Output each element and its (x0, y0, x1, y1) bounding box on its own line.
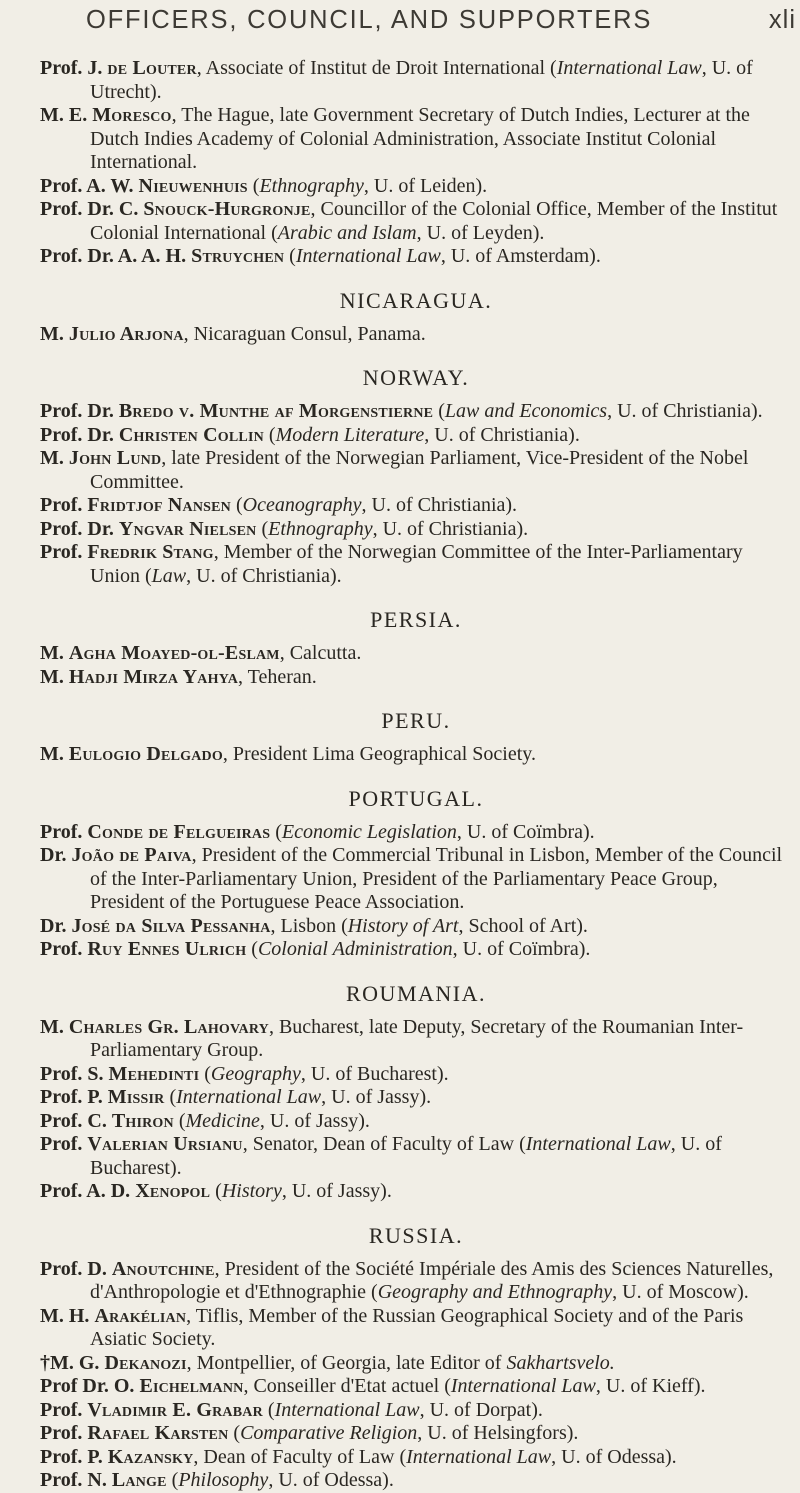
entry-subject: Geography (210, 1062, 301, 1085)
member-entry (40, 1375, 792, 1399)
entry-name: Charles Gr. Lahovary (68, 1015, 269, 1038)
entry-text: , Member of the Norwegian Committee of the Inter-Parliamentary Union ( (90, 541, 743, 587)
entry-name: Yngvar Nielsen (118, 517, 257, 540)
entry-text: , The Hague, late Government Secretary of Dutch Indies, Lecturer at the Dutch Indies Academy of Colonial Administration, Associate Institut Colonial International. (90, 104, 750, 173)
entry-title: Prof. P. (40, 1445, 108, 1468)
member-entry (40, 57, 792, 104)
entry-text: ( (173, 1109, 186, 1132)
entry-subject: International Law (406, 1445, 552, 1468)
entry-text: ( (210, 1180, 222, 1202)
entry-title: Prof. (40, 541, 88, 563)
member-entry (40, 1422, 792, 1446)
entry-title: M. (40, 322, 69, 345)
member-entry (40, 175, 792, 199)
entry-name: Agha Moayed-ol-Eslam (68, 642, 280, 664)
member-entry (40, 1446, 792, 1470)
entry-title: Prof. C. (40, 1109, 112, 1132)
entry-name: Arakélian (94, 1304, 187, 1327)
entry-subject: Modern Literature (275, 423, 425, 446)
entry-name: Moresco (92, 104, 172, 126)
entry-affiliation: , U. of Christiania). (361, 494, 518, 516)
entry-name: Conde de Felgueiras (87, 820, 271, 843)
entry-text: , President of the Société Impériale des Amis des Sciences Naturelles, d'Anthropologie et d'Ethnographie ( (90, 1257, 774, 1303)
entry-subject: History of Art (347, 914, 459, 937)
entry-text: , Bucharest, late Deputy, Secretary of the Roumanian Inter-Parliamentary Group. (90, 1015, 744, 1061)
member-entry (40, 844, 792, 915)
member-entry (40, 938, 792, 962)
entry-title: Prof. N. (40, 1469, 112, 1491)
entry-title: Prof. (40, 1422, 88, 1444)
entry-subject: International Law (295, 245, 441, 267)
entry-text: , President Lima Geographical Society. (222, 743, 536, 765)
entry-title: Prof. Dr. (40, 400, 119, 422)
entry-text: ( (246, 938, 258, 960)
entry-name: Fridtjof Nansen (87, 494, 231, 516)
entry-name: Bredo v. Munthe af Morgenstierne (118, 400, 434, 422)
entry-subject: International Law (176, 1086, 322, 1108)
entry-name: Kazansky (107, 1445, 194, 1468)
entry-name: Rafael Karsten (87, 1422, 229, 1444)
entry-name: Ruy Ennes Ulrich (87, 938, 247, 960)
entry-affiliation: , U. of Leyden). (416, 221, 545, 244)
entry-text: ( (228, 1422, 241, 1444)
entry-affiliation: , U. of Kieff). (595, 1375, 706, 1397)
entry-title: Prof. P. (40, 1086, 108, 1108)
entry-text: , Lisbon ( (270, 914, 348, 937)
entry-text: , Teheran. (238, 665, 317, 688)
entry-subject: Law (151, 564, 187, 587)
member-entry (40, 642, 792, 666)
entry-subject: Arabic and Islam (277, 221, 417, 244)
entry-affiliation: , U. of Utrecht). (90, 57, 753, 103)
entry-subject: International Law (450, 1375, 596, 1397)
entry-subject: Economic Legislation (281, 820, 457, 843)
entry-subject: International Law (525, 1133, 671, 1155)
entry-name: João de Paiva (71, 844, 192, 866)
member-entry (40, 1180, 792, 1204)
entry-text: ( (263, 423, 276, 446)
member-entry (40, 518, 792, 542)
entry-name: de Louter (107, 57, 197, 79)
country-heading: PERSIA. (370, 607, 462, 632)
entry-text: , Nicaraguan Consul, Panama. (183, 322, 426, 345)
member-entry (40, 743, 792, 767)
entry-name: Mehedinti (108, 1062, 200, 1085)
entry-title: M. (40, 447, 69, 469)
entry-name: Eulogio Delgado (68, 743, 223, 765)
country-heading: PORTUGAL. (348, 785, 484, 811)
member-entry (40, 666, 792, 690)
entry-affiliation: , U. of Christiania). (607, 400, 763, 422)
member-entry (40, 424, 792, 448)
entry-title: Prof. (40, 820, 88, 843)
entry-name: Xenopol (135, 1180, 211, 1202)
entry-text: ( (247, 174, 260, 197)
member-entry (40, 1469, 792, 1493)
entry-title: †M. G. (40, 1351, 105, 1374)
entry-text: , Senator, Dean of Faculty of Law ( (242, 1133, 526, 1155)
entry-name: Struychen (191, 245, 285, 267)
entry-title: Prof. Dr. (40, 423, 119, 446)
entry-name: Valerian Ursianu (87, 1133, 243, 1155)
entry-affiliation: , U. of Bucharest). (300, 1062, 449, 1085)
member-entry (40, 1110, 792, 1134)
entry-title: Prof. (40, 1133, 88, 1155)
member-entry (40, 1399, 792, 1423)
entry-subject: Colonial Administration (257, 938, 453, 960)
entry-affiliation: , U. of Christiania). (424, 423, 580, 446)
member-entry (40, 1305, 792, 1352)
entry-affiliation: , U. of Coïmbra). (456, 820, 595, 843)
entry-subject: Law and Economics (444, 400, 608, 422)
entry-text: ( (433, 400, 445, 422)
entry-text: , Conseiller d'Etat actuel ( (243, 1375, 451, 1397)
entry-subject: Oceanography (242, 494, 362, 516)
entry-name: Missir (107, 1086, 165, 1108)
entry-affiliation: , U. of Bucharest). (90, 1133, 722, 1179)
member-entry (40, 1133, 792, 1180)
entry-affiliation: , U. of Odessa). (268, 1469, 394, 1491)
entry-title: M. (40, 642, 69, 664)
entry-affiliation: , U. of Moscow). (612, 1281, 749, 1303)
entry-title: Prof. J. (40, 57, 108, 79)
entry-affiliation: , U. of Christiania). (372, 517, 529, 540)
entry-name: Snouck-Hurgronje (143, 198, 311, 220)
entry-affiliation: , U. of Jassy). (281, 1180, 392, 1202)
entry-text: , President of the Commercial Tribunal in Lisbon, Member of the Council of the Inter-Parliamentary Union, President of the Parliamentary Peace Group, President of the Portuguese Peace Association. (90, 844, 783, 913)
entry-subject: Comparative Religion (240, 1422, 418, 1444)
member-entry (40, 323, 792, 347)
entry-title: M. (40, 1015, 69, 1038)
entry-text: , Dean of Faculty of Law ( (193, 1445, 407, 1468)
entry-text: ( (256, 517, 269, 540)
page-content (40, 57, 792, 1493)
entry-subject: Sakhartsvelo. (506, 1351, 615, 1374)
entry-name: Eichelmann (139, 1375, 244, 1397)
entry-subject: Ethnography (268, 517, 373, 540)
member-entry (40, 915, 792, 939)
entry-affiliation: , U. of Helsingfors). (417, 1422, 579, 1444)
entry-affiliation: , U. of Amsterdam). (440, 245, 601, 267)
member-entry (40, 1352, 792, 1376)
country-heading: NORWAY. (362, 365, 470, 390)
entry-subject: Philosophy (178, 1469, 269, 1491)
entry-name: Hadji Mirza Yahya (68, 665, 239, 688)
entry-subject: Geography and Ethnography (377, 1281, 613, 1303)
country-heading: NICARAGUA. (339, 287, 493, 313)
entry-text: ( (199, 1062, 211, 1085)
entry-title: M. (40, 665, 69, 688)
page-number: xli (768, 6, 796, 34)
entry-affiliation: , U. of Christiania). (186, 564, 342, 587)
entry-title: Prof Dr. O. (40, 1375, 140, 1397)
entry-name: Nieuwenhuis (138, 174, 248, 197)
running-head: OFFICERS, COUNCIL, AND SUPPORTERS (86, 6, 653, 34)
entry-title: Dr. (40, 844, 72, 866)
member-entry (40, 1016, 792, 1063)
member-entry (40, 245, 792, 269)
entry-title: Prof. S. (40, 1062, 109, 1085)
entry-affiliation: , U. of Dorpat). (419, 1398, 543, 1421)
entry-title: Prof. (40, 938, 88, 960)
country-heading: RUSSIA. (368, 1222, 464, 1248)
entry-text: ( (230, 494, 243, 516)
entry-text: , Montpellier, of Georgia, late Editor of (186, 1351, 507, 1374)
entry-text: , Tiflis, Member of the Russian Geographical Society and of the Paris Asiatic Society. (90, 1304, 744, 1350)
entry-name: Julio Arjona (68, 322, 184, 345)
entry-name: Anoutchine (111, 1257, 215, 1280)
entry-title: Dr. (40, 914, 72, 937)
member-entry (40, 821, 792, 845)
entry-text: , Associate of Institut de Droit International ( (196, 57, 557, 79)
entry-title: M. (40, 743, 69, 765)
entry-title: M. H. (40, 1304, 95, 1327)
member-entry (40, 1063, 792, 1087)
member-entry (40, 400, 792, 424)
entry-name: Dekanozi (104, 1351, 187, 1374)
entry-text: ( (166, 1469, 179, 1491)
entry-name: Fredrik Stang (87, 541, 214, 563)
entry-title: Prof. Dr. A. A. H. (40, 245, 192, 267)
member-entry (40, 447, 792, 494)
entry-name: José da Silva Pessanha (71, 914, 271, 937)
entry-title: Prof. D. (40, 1257, 112, 1280)
entry-subject: History (221, 1180, 282, 1202)
member-entry (40, 1258, 792, 1305)
member-entry (40, 541, 792, 588)
entry-subject: International Law (556, 57, 702, 79)
entry-title: Prof. (40, 1398, 88, 1421)
page-header (86, 6, 796, 46)
member-entry (40, 1086, 792, 1110)
entry-name: Christen Collin (118, 423, 264, 446)
entry-affiliation: , U. of Jassy). (321, 1086, 432, 1108)
entry-title: Prof. Dr. C. (40, 198, 144, 220)
entry-name: John Lund (68, 447, 162, 469)
member-entry (40, 494, 792, 518)
member-entry (40, 198, 792, 245)
entry-affiliation: , U. of Coïmbra). (452, 938, 591, 960)
entry-title: Prof. A. D. (40, 1180, 136, 1202)
entry-text: , Calcutta. (279, 642, 362, 664)
entry-subject: International Law (274, 1398, 420, 1421)
entry-name: Thiron (111, 1109, 174, 1132)
entry-text: ( (164, 1086, 177, 1108)
entry-subject: Medicine (185, 1109, 260, 1132)
country-heading: ROUMANIA. (346, 980, 486, 1006)
entry-title: Prof. (40, 494, 88, 516)
entry-title: Prof. A. W. (40, 174, 139, 197)
member-entry (40, 104, 792, 175)
entry-name: Vladimir E. Grabar (87, 1398, 263, 1421)
entry-name: Lange (111, 1469, 167, 1491)
entry-text: ( (284, 245, 296, 267)
entry-subject: Ethnography (259, 174, 364, 197)
entry-affiliation: , U. of Jassy). (259, 1109, 370, 1132)
entry-text: , late President of the Norwegian Parliament, Vice-President of the Nobel Committee. (90, 447, 749, 493)
entry-text: ( (262, 1398, 275, 1421)
entry-affiliation: , U. of Odessa). (551, 1445, 677, 1468)
country-heading: PERU. (381, 708, 451, 733)
entry-text: ( (270, 820, 282, 843)
entry-text: , Councillor of the Colonial Office, Member of the Institut Colonial International ( (90, 198, 778, 244)
entry-affiliation: , U. of Leiden). (363, 174, 488, 197)
entry-affiliation: , School of Art). (458, 914, 588, 937)
entry-title: Prof. Dr. (40, 517, 119, 540)
entry-title: M. E. (40, 104, 93, 126)
